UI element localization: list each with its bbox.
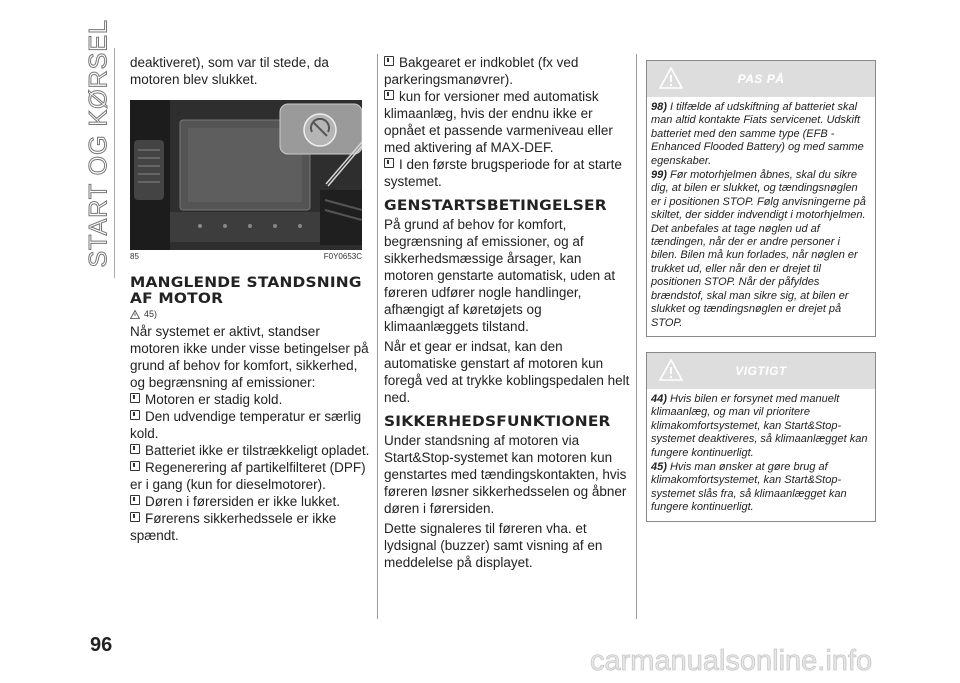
section-heading: GENSTARTSBETINGELSER xyxy=(384,198,607,214)
side-divider xyxy=(114,48,115,278)
checkbox-bullet-icon xyxy=(384,158,394,168)
dashboard-figure xyxy=(130,100,362,250)
figure-caption xyxy=(130,252,362,261)
list-item: Førerens sikkerhedssele er ikke spændt. xyxy=(130,511,337,543)
warning-triangle-icon xyxy=(659,67,683,89)
dashboard-photo xyxy=(130,100,362,250)
list-item: kun for versioner med automatisk klimaanlæg, hvis der endnu ikke er opnået et passende varmeniveau eller med aktivering af MAX-DEF. xyxy=(384,89,613,155)
paragraph: Når et gear er indsat, kan den automatiske genstart af motoren kun foregå ved at trykke koblingspedalen helt ned. xyxy=(384,339,630,405)
section-heading: SIKKERHEDSFUNKTIONER xyxy=(384,414,611,430)
figure-number: 85 xyxy=(130,252,139,261)
svg-text:carmanualsonline.info: carmanualsonline.info xyxy=(590,645,873,677)
checkbox-bullet-icon xyxy=(130,461,140,471)
list-item: Motoren er stadig kold. xyxy=(130,391,370,408)
page-number: 96 xyxy=(90,634,113,656)
warning-ref-number: 45) xyxy=(144,309,158,319)
caution-title: PAS PÅ xyxy=(737,72,785,86)
column-3 xyxy=(646,60,876,522)
paragraph: På grund af behov for komfort, begrænsning af emissioner, og af sikkerhedsmæssige årsager, kan motoren genstarte automatisk, uden at føreren udfører nogle handlinger, afhængigt af køretøjets og klimaanlæggets tilstand. xyxy=(384,217,616,334)
condition-list xyxy=(130,391,370,544)
column-divider xyxy=(377,54,378,619)
list-item: Batteriet ikke er tilstrækkeligt opladet. xyxy=(130,442,370,459)
important-body xyxy=(647,389,875,521)
checkbox-bullet-icon xyxy=(130,512,140,522)
section-side-tab xyxy=(84,19,113,278)
important-header xyxy=(647,353,875,389)
caution-header xyxy=(647,61,875,97)
caution-body xyxy=(647,97,875,336)
watermark-logo xyxy=(590,640,930,680)
note-item: 99) Før motorhjelmen åbnes, skal du sikre dig, at bilen er slukket, og tændingsnøglen er i positionen STOP. Følg anvisningerne på skiltet, der sidder indvendigt i motorhjelmen. Det anbefales at tage nøglen ud af tændingen, når der er andre personer i bilen. Bilen må kun forlades, når nøglen er trukket ud, eller når den er drejet til positionen STOP. Når der påfyldes brændstof, skal man sikre sig, at bilen er slukket og tændingsnøglen er drejet på STOP. xyxy=(651,169,866,329)
note-item: 44) Hvis bilen er forsynet med manuelt klimaanlæg, og man vil prioritere klimakomfortsystemet, kan Start&Stop-systemet deaktiveres, så klimaanlægget kan fungere kontinuerligt. xyxy=(651,392,868,459)
important-title: VIGTIGT xyxy=(735,363,787,378)
list-item: Regenerering af partikelfilteret (DPF) er i gang (kun for dieselmotorer). xyxy=(130,460,366,492)
figure-code: F0Y0653C xyxy=(323,252,362,261)
checkbox-bullet-icon xyxy=(130,444,140,454)
list-item: Den udvendige temperatur er særlig kold. xyxy=(130,409,362,441)
checkbox-bullet-icon xyxy=(384,56,394,66)
note-item: 98) I tilfælde af udskiftning af batteriet skal man altid kontakte Fiats servicenet. Udskift batteriet med den samme type (EFB - Enhanced Flooded Battery) og med samme egenskaber. xyxy=(651,101,864,167)
list-item: Bakgearet er indkoblet (fx ved parkeringsmanøvrer). xyxy=(384,55,579,87)
section-title: START OG KØRSEL xyxy=(84,19,113,268)
column-2 xyxy=(384,54,634,571)
column-divider xyxy=(636,54,637,619)
section-heading: MANGLENDE STANDSNING AF MOTOR xyxy=(130,275,362,307)
checkbox-bullet-icon xyxy=(130,393,140,403)
checkbox-bullet-icon xyxy=(384,90,394,100)
paragraph: Når systemet er aktivt, standser motoren ikke under visse betingelser på grund af behov for komfort, sikkerhed, og begrænsning af emissioner: xyxy=(130,324,369,390)
list-item: I den første brugsperiode for at starte systemet. xyxy=(384,157,622,189)
warning-triangle-icon xyxy=(130,310,140,319)
note-item: 45) Hvis man ønsker at gøre brug af klimakomfortsystemet, kan Start&Stop-systemet slås fra, så klimaanlægget kan fungere kontinuerligt. xyxy=(651,460,847,514)
warning-reference xyxy=(130,309,370,319)
paragraph: Dette signaleres til føreren vha. et lydsignal (buzzer) samt visning af en meddelelse på displayet. xyxy=(384,521,603,570)
checkbox-bullet-icon xyxy=(130,410,140,420)
intro-text: deaktiveret), som var til stede, da motoren blev slukket. xyxy=(130,55,329,87)
checkbox-bullet-icon xyxy=(130,495,140,505)
warning-triangle-icon xyxy=(659,359,683,381)
important-box xyxy=(646,352,876,522)
caution-box xyxy=(646,60,876,337)
paragraph: Under standsning af motoren via Start&Stop-systemet kan motoren kun genstartes med tændingskontakten, hvis føreren løsner sikkerhedsselen og åbner døren i førersiden. xyxy=(384,433,627,516)
list-item: Døren i førersiden er ikke lukket. xyxy=(130,493,370,510)
column-1 xyxy=(130,54,370,544)
